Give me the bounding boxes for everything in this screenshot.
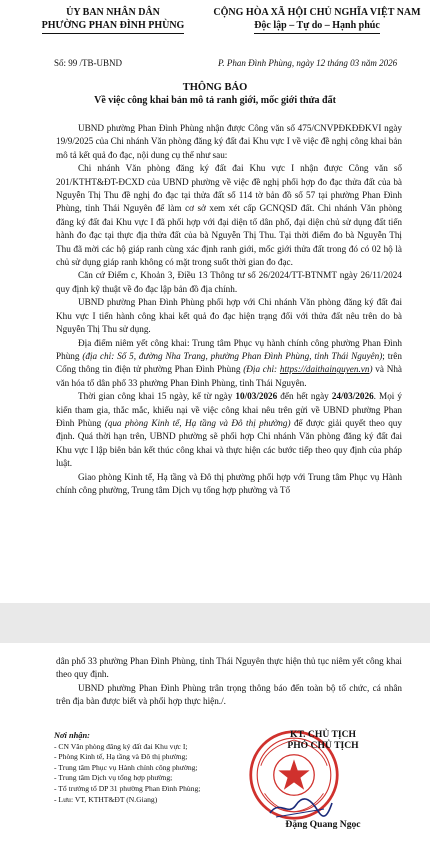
- end-date: 24/03/2026: [331, 391, 374, 402]
- page-separator: [0, 603, 430, 643]
- authority-line-2: PHƯỜNG PHAN ĐÌNH PHÙNG: [42, 19, 185, 34]
- paragraph-timeline: [56, 390, 402, 470]
- recipient-item: - CN Văn phòng đăng ký đất đai Khu vực I;: [54, 741, 188, 751]
- paragraph-assignment: Giao phòng Kinh tế, Hạ tầng và Đô thị phường phối hợp với Trung tâm Phục vụ Hành chính công phường, Trung tâm Dịch vụ tổng hợp phường và Tổ: [56, 471, 402, 495]
- page-2-body: [56, 655, 402, 709]
- portal-address-suffix: ): [369, 364, 373, 375]
- document-type: THÔNG BÁO: [182, 82, 248, 93]
- recipient-item: - Tổ trưởng tổ DP 31 phường Phan Đình Phùng;: [54, 783, 201, 793]
- national-motto: Độc lập – Tự do – Hạnh phúc: [254, 19, 380, 34]
- signer-name: Đặng Quang Ngọc: [285, 819, 361, 830]
- paragraph-intro: UBND phường Phan Đình Phùng nhận được Công văn số 475/CNVPĐKĐĐKVI ngày 19/9/2025 của Chi nhánh Văn phòng đăng ký đất đai Khu vực I về việc đề nghị công khai bản mô tả kết quả đo đạc, nội dung cụ thể như sau:: [56, 123, 402, 160]
- timeline-text-2: đến hết ngày: [277, 391, 332, 402]
- document-body: [56, 122, 402, 497]
- national-heading: [212, 6, 422, 34]
- department-note: (qua phòng Kinh tế, Hạ tầng và Đô thị phường): [104, 417, 291, 428]
- portal-link[interactable]: https://daithainguyen.vn: [279, 364, 370, 375]
- issuing-authority: [28, 6, 198, 34]
- location-text: Địa điểm niêm yết công khai: Trung tâm Phục vụ hành chính công phường Phan Đình Phùng: [56, 337, 402, 361]
- document-subject: Về việc công khai bản mô tả ranh giới, mốc giới thửa đất: [94, 95, 336, 106]
- country-name: CỘNG HÒA XÃ HỘI CHỦ NGHĨA VIỆT NAM: [213, 7, 421, 18]
- paragraph-details: Chi nhánh Văn phòng đăng ký đất đai Khu vực I nhận được Công văn số 201/KTHT&ĐT-ĐCXD của UBND phường về việc đề nghị phối hợp đo đạc thửa đất của bà Nguyễn Thị Thu đề nghị đo đạc tại thửa đất số 114 tờ bản đồ số 57 tại phường Phan Đình Phùng, tỉnh Thái Nguyên để làm cơ sở xem xét cấp GCNQSD đất. Chi nhánh Văn phòng đăng ký đất đai Khu vực I đã phối hợp với đại diện tổ dân phố, đại diện chủ sử dụng đất tiến hành đo đạc tại thực địa thửa đất của bà Nguyễn Thị Thu. Tại thời điểm đo bà Nguyễn Thị Thu đã mời các hộ giáp ranh cùng xác định ranh giới, mốc giới thửa đất trong đó có 02 hộ là chủ sử dụng giáp ranh không có mặt trong suốt thời gian đo đạc.: [56, 163, 402, 268]
- signer-role-2: PHÓ CHỦ TỊCH: [287, 740, 359, 751]
- start-date: 10/03/2026: [235, 391, 278, 402]
- paragraph-legal-basis: Căn cứ Điểm c, Khoản 3, Điều 13 Thông tư số 26/2024/TT-BTNMT ngày 26/11/2024 quy định kỹ thuật về đo đạc lập bản đồ địa chính.: [56, 270, 402, 294]
- portal-address-prefix: (Địa chỉ:: [243, 364, 280, 375]
- timeline-text-3: . Mọi ý kiến tham gia, thắc mắc, khiếu nại về việc công khai nêu trên gửi về UBND phường Phan Đình Phùng: [56, 391, 402, 428]
- recipient-item: - Trung tâm Dịch vụ tổng hợp phường;: [54, 773, 173, 783]
- place-and-date: P. Phan Đình Phùng, ngày 12 tháng 03 năm 2026: [218, 58, 398, 68]
- paragraph-closing: UBND phường Phan Đình Phùng trân trọng thông báo đến toàn bộ tổ chức, cá nhân trên địa bàn được biết và phối hợp thực hiện./.: [56, 682, 402, 707]
- recipients-heading: Nơi nhận:: [54, 731, 90, 740]
- document-page-2: [0, 643, 430, 862]
- document-number: Số: 99 /TB-UBND: [54, 58, 123, 68]
- recipient-item: - Phòng Kinh tế, Hạ tầng và Đô thị phường;: [54, 752, 188, 762]
- location-address: (địa chỉ: Số 5, đường Nha Trang, phường Phan Đình Phùng, tỉnh Thái Nguyên): [82, 350, 383, 361]
- location-text-3: và Nhà văn hóa tổ dân phố 33 phường Phan Đình Phùng, tỉnh Thái Nguyên.: [56, 364, 403, 388]
- paragraph-coordination: UBND phường Phan Đình Phùng phối hợp với Chi nhánh Văn phòng đăng ký đất đai Khu vực I tiến hành công khai kết quả đo đạc hiện trạng đối với thửa đất nêu trên do bà Nguyễn Thị Thu sử dụng.: [56, 297, 402, 335]
- recipient-item: - Trung tâm Phục vụ Hành chính công phường;: [54, 762, 198, 772]
- paragraph-location: [56, 337, 402, 391]
- location-text-2: ; trên Cổng thông tin điện tử phường Phan Đình Phùng: [56, 350, 402, 375]
- recipients-block: [54, 731, 200, 805]
- authority-line-1: ỦY BAN NHÂN DÂN: [66, 7, 160, 18]
- signer-role-1: KT. CHỦ TỊCH: [289, 729, 356, 740]
- paragraph-continuation: dân phố 33 phường Phan Đình Phùng, tỉnh Thái Nguyên thực hiện thủ tục niêm yết công khai theo quy định.: [56, 656, 402, 680]
- timeline-text-4: để được giải quyết theo quy định. Quá thời hạn trên, UBND phường sẽ phối hợp Chi nhánh Văn phòng đăng ký đất đai Khu vực I lập biên bản kết thúc công khai và thực hiện các bước tiếp theo quy định của pháp luật.: [56, 417, 402, 469]
- signature-block: [238, 729, 408, 830]
- timeline-text: Thời gian công khai 15 ngày, kể từ ngày: [78, 391, 236, 402]
- recipient-item: - Lưu: VT, KTHT&ĐT (N.Giang): [54, 794, 158, 804]
